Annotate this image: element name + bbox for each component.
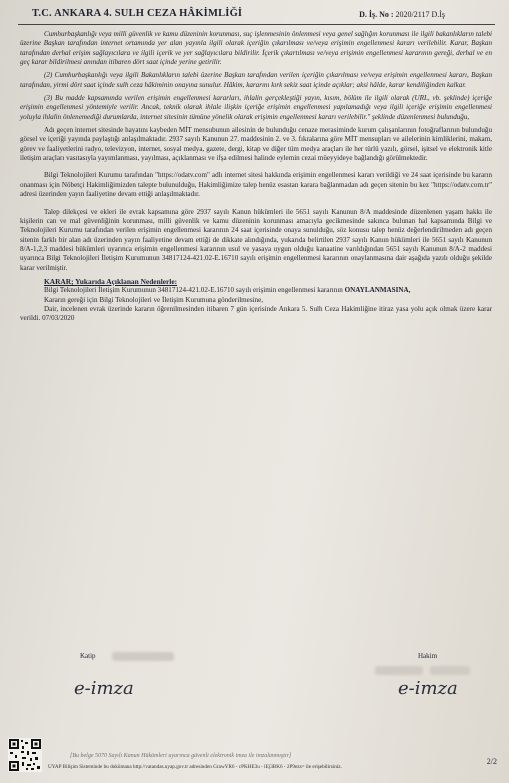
page-number: 2/2 — [486, 757, 497, 766]
court-name: T.C. ANKARA 4. SULH CEZA HÂKİMLİĞİ — [32, 8, 243, 19]
quoted-paragraph: (3) Bu madde kapsamında verilen erişimin engellenmesi kararları, ihlalin gerçekleştiği yayın, kısım, bölüm ile ilgili olarak (URL, vb. şeklinde) içeriğe erişimin engellenmesi yöntemiyle verilir. Ancak, teknik olarak ihlale ilişkin içeriğe erişimin engellenmesi yapılamadığı veya ilgili içeriğe erişimin engellenmesi yoluyla ihlalin önlenemediği durumlarda, internet sitesinin tümüne yönelik olarak erişimin engellenmesi kararı verilebilir." şeklinde düzenlenmesi bulunduğu, — [20, 94, 492, 121]
body-paragraph: Talep dilekçesi ve ekleri ile evrak kapsamına göre 2937 sayılı Kanun hükümleri ile 5651 sayılı Kanunun 8/A maddesinde düzenlenen yaşam hakkı ile kişilerin can ve mal güvenliğinin korunması, milli güvenlik ve kamu düzeninin korunması amacıyla gecikmesinde sakınca bulunan hal kapsamında Bilgi ve Teknolojileri Kurumu tarafından verilen erişimin engellenmesi kararının 24 saat içerisinde onaya sunulduğu, söz konusu talep henüz değerlendirilmeden adı geçen sitenin farklı bir alan adı üzerinden yayın faaliyetine devam ettiği de dikkate alındığında, yukarıda belirtilen 2937 sayılı Kanun hükümleri ile 5651 sayılı Kanunun 8/A-1,2,3 maddesi hükümleri uyarınca erişimin engellenmesi kararının usul ve yasaya uygun olduğu kanaatine varıldığından 5651 sayılı Kanunun 8/A-2 maddesi uyarınca Bilgi Teknolojileri İletişim Kurumunun 34817124-421.02-E.16710 sayılı erişimin engellenmesi kararının onaylanmasına dair aşağıda yazılı olduğu şekilde karar verilmiştir. — [20, 207, 492, 272]
uyap-access-code: UYAP Bilişim Sisteminde bu dokümana http://vatandas.uyap.gov.tr adresinden GrawYR6 - cPKHE3u - lEj3BK6 - 2P9ezs= ile erişebilirsiniz. — [48, 764, 342, 770]
judge-label: Hakim — [418, 652, 438, 660]
decision-approval: ONAYLANMASINA, — [344, 286, 411, 295]
body-paragraph: Bilgi Teknolojileri Kurumu tarafından "https://odatv.com" adlı internet sitesi hakkında erişimin engellenmesi kararı verildiği ve 24 saat içerisinde bu kararın onanması için Nöbetçi Hakimliğimizden talepte bulunulduğu, Hakimliğimize talep henüz esastan karara bağlanmadan adı geçen sitenin bu kez "https://odatv.com.tr" adresi üzerinden yayın faaliyetine devam ettiği anlaşılmaktadır. — [20, 171, 492, 199]
clerk-esignature: e-imza — [74, 678, 134, 699]
document-body — [20, 30, 492, 324]
page-header — [18, 4, 495, 25]
body-paragraph: Adı geçen internet sitesinde hayatını kaybeden MİT mensubunun ailesinin de bulunduğu cenaze merasiminde kurum çalışanlarının fotoğraflarının bulunduğu görsel ve içeriği yayında paylaştığı anlaşılmaktadır. 2937 sayılı Kanunun 27. maddesinin 2. ve 3. fıkralarına göre MİT mensupları ve ailelerinin kimliklerini, makam, görev ve faaliyetlerini radyo, televizyon, internet, sosyal medya, gazete, dergi, kitap ve diğer tüm medya araçları ile her türlü yazılı, görsel, işitsel ve elektronik kitle iletişim araçları vasıtasıyla yayımlanması, yayılması, açıklanması ve ifşa edilmesi halinde eylemin cezai müeyyideye bağlandığı görülmektedir. — [20, 126, 492, 163]
decision-line: Dair, incelenen evrak üzerinde kararın öğrenilmesinden itibaren 7 gün içerisinde Ankara 5. Sulh Ceza Hakimliğine itiraz yasa yolu açık olmak üzere karar verildi. 07/03/2020 — [20, 304, 492, 323]
signature-area — [0, 646, 509, 716]
judge-esignature: e-imza — [398, 678, 458, 699]
decision-line — [20, 286, 492, 295]
qr-code-icon — [8, 738, 42, 772]
esignature-notice: [Bu belge 5070 Sayılı Kanun Hükümleri uyarınca güvenli elektronik imza ile imzalanmıştır] — [70, 753, 292, 759]
judge-name-redacted — [375, 666, 423, 675]
decision-line: Kararın gereği için Bilgi Teknolojileri ve İletişim Kurumuna gönderilmesine, — [44, 295, 264, 304]
decision-text: Bilgi Teknolojileri İletişim Kurumunun 34817124-421.02-E.16710 sayılı erişimin engellenmesi kararının — [44, 286, 343, 295]
clerk-label: Katip — [80, 652, 96, 660]
case-number-label: D. İş. No : — [359, 10, 394, 19]
judge-name-redacted — [430, 666, 470, 675]
quoted-paragraph: Cumhurbaşkanlığı veya milli güvenlik ve kamu düzeninin korunması, suç işlenmesinin önlenmesi veya genel sağlığın korunması ile ilgili bakanlıkların talebi üzerine Başkan tarafından internet ortamında yer alan yayınla ilgili olarak içeriğin çıkarılması ve/veya erişimin engellenmesi kararı verilebilir. Karar, Başkan tarafından derhal erişim sağlayıcılara ve ilgili içerik ve yer sağlayıcılara bildirilir. İçerik çıkartılması ve/veya erişimin engellenmesi kararının gereği, derhal ve en geç karar bildirilmesi anından itibaren dört saat içinde yerine getirilir. — [20, 30, 492, 67]
case-number — [359, 10, 445, 19]
quoted-paragraph: (2) Cumhurbaşkanlığı veya ilgili Bakanlıkların talebi üzerine Başkan tarafından verilen içeriğin çıkarılması ve/veya erişimin engellenmesi kararı, Başkan tarafından, yirmi dört saat içinde sulh ceza hâkiminin onayına sunulur. Hâkim, kararını kırk sekiz saat içinde açıklar; aksi hâlde, karar kendiliğinden kalkar. — [20, 71, 492, 89]
clerk-name-redacted — [112, 652, 174, 661]
case-number-value: 2020/2117 D.İş — [395, 10, 445, 19]
decision-heading: KARAR; Yukarıda Açıklanan Nedenlerle: — [44, 276, 178, 286]
